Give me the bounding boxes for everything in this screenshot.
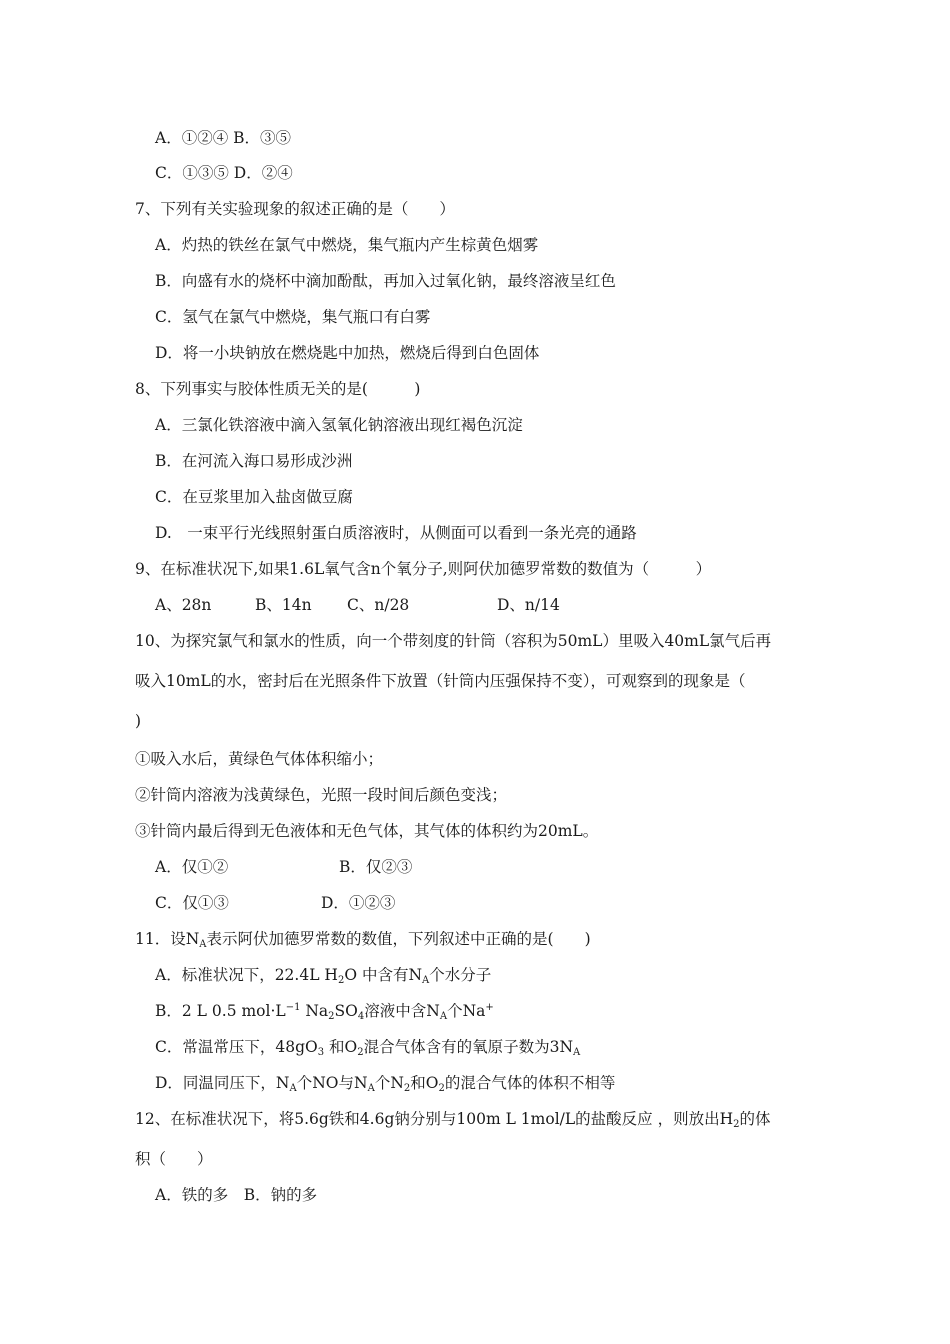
q12-stem-text-2: 的体 bbox=[739, 1110, 771, 1128]
q11-c-text: C．常温常压下，48gO bbox=[155, 1038, 318, 1056]
q11-d-text-5: 的混合气体的体积不相等 bbox=[444, 1074, 616, 1092]
q10-statement-1: ①吸入水后，黄绿色气体体积缩小； bbox=[135, 750, 384, 768]
q11-option-d bbox=[155, 1073, 615, 1093]
q11-stem bbox=[135, 929, 591, 949]
q11-b-sup-2: + bbox=[485, 1002, 494, 1013]
q11-d-text: D．同温同压下，N bbox=[155, 1074, 290, 1092]
q11-d-sub-2: A bbox=[367, 1083, 375, 1094]
q12-option-ab: A．铁的多 B．钠的多 bbox=[155, 1186, 318, 1204]
q9-option-d: D、n/14 bbox=[497, 596, 560, 614]
q11-option-b bbox=[155, 1001, 494, 1021]
q11-b-text-3: SO bbox=[334, 1002, 358, 1020]
q11-c-sub: 3 bbox=[317, 1047, 325, 1058]
q11-a-text-3: 个水分子 bbox=[429, 966, 492, 984]
q10-stem-line3: ) bbox=[135, 712, 142, 730]
q10-option-d: D．①②③ bbox=[321, 894, 396, 912]
q12-stem-line2: 积（ ） bbox=[135, 1150, 213, 1168]
q7-stem: 7、下列有关实验现象的叙述正确的是（ ） bbox=[135, 200, 455, 218]
prev-option-ab: A．①②④ B．③⑤ bbox=[155, 129, 292, 147]
q12-stem-text: 12、在标准状况下，将5.6g铁和4.6g钠分别与100m L 1mol/L的盐酸反应 ，则放出H bbox=[135, 1110, 734, 1128]
q11-stem-text-2: 表示阿伏加德罗常数的数值，下列叙述中正确的是( ) bbox=[206, 930, 591, 948]
q10-stem-line2: 吸入10mL的水，密封后在光照条件下放置（针筒内压强保持不变），可观察到的现象是（ bbox=[135, 672, 746, 690]
prev-option-cd: C．①③⑤ D．②④ bbox=[155, 164, 293, 182]
q7-option-b: B．向盛有水的烧杯中滴加酚酞，再加入过氧化钠，最终溶液呈红色 bbox=[155, 272, 616, 290]
q9-stem: 9、在标准状况下,如果1.6L氧气含n个氧分子,则阿伏加德罗常数的数值为（ ） bbox=[135, 560, 712, 578]
q11-b-text: B．2 L 0.5 mol·L bbox=[155, 1002, 286, 1020]
q11-c-sub-3: A bbox=[573, 1047, 581, 1058]
q11-c-text-3: 混合气体含有的氧原子数为3N bbox=[363, 1038, 574, 1056]
q12-stem-line1 bbox=[135, 1109, 771, 1129]
q11-b-text-5: 个Na bbox=[447, 1002, 486, 1020]
q11-b-text-4: 溶液中含N bbox=[364, 1002, 440, 1020]
q11-b-sub-3: A bbox=[439, 1011, 448, 1022]
q9-option-c: C、n/28 bbox=[347, 596, 410, 614]
q10-stem-line1: 10、为探究氯气和氯水的性质，向一个带刻度的针筒（容积为50mL）里吸入40mL氯气后再 bbox=[135, 632, 772, 650]
q11-a-sub: 2 bbox=[337, 975, 345, 986]
q8-option-c: C．在豆浆里加入盐卤做豆腐 bbox=[155, 488, 353, 506]
q11-d-text-4: 和O bbox=[410, 1074, 439, 1092]
q9-option-a: A、28n bbox=[155, 596, 212, 614]
q11-c-sub-2: 2 bbox=[357, 1047, 364, 1058]
q11-b-text-2: Na bbox=[300, 1002, 329, 1020]
q11-d-sub-4: 2 bbox=[438, 1083, 445, 1094]
q7-option-d: D．将一小块钠放在燃烧匙中加热，燃烧后得到白色固体 bbox=[155, 344, 540, 362]
q11-a-text-2: O 中含有N bbox=[344, 966, 423, 984]
q9-option-b: B、14n bbox=[255, 596, 312, 614]
q7-option-a: A．灼热的铁丝在氯气中燃烧，集气瓶内产生棕黄色烟雾 bbox=[155, 236, 539, 254]
q8-option-a: A．三氯化铁溶液中滴入氢氧化钠溶液出现红褐色沉淀 bbox=[155, 416, 523, 434]
q11-a-sub-2: A bbox=[422, 975, 430, 986]
q11-a-text: A．标准状况下，22.4L H bbox=[155, 966, 338, 984]
q11-c-text-2: 和O bbox=[324, 1038, 358, 1056]
q11-b-sub: 2 bbox=[328, 1011, 335, 1022]
q11-option-a bbox=[155, 965, 491, 985]
q11-b-sup: −1 bbox=[285, 1002, 301, 1013]
q8-option-b: B．在河流入海口易形成沙洲 bbox=[155, 452, 353, 470]
q8-option-d: D. 一束平行光线照射蛋白质溶液时，从侧面可以看到一条光亮的通路 bbox=[155, 524, 637, 542]
q11-d-text-2: 个NO与N bbox=[296, 1074, 368, 1092]
q11-d-sub-3: 2 bbox=[403, 1083, 411, 1094]
q12-stem-sub: 2 bbox=[733, 1119, 740, 1130]
q8-stem: 8、下列事实与胶体性质无关的是( ) bbox=[135, 380, 421, 398]
q10-option-a: A．仅①② bbox=[155, 858, 229, 876]
q11-option-c bbox=[155, 1037, 580, 1057]
q11-b-sub-2: 4 bbox=[357, 1011, 365, 1022]
q11-d-text-3: 个N bbox=[374, 1074, 404, 1092]
q7-option-c: C．氢气在氯气中燃烧，集气瓶口有白雾 bbox=[155, 308, 431, 326]
q10-option-b: B．仅②③ bbox=[339, 858, 413, 876]
q10-statement-3: ③针筒内最后得到无色液体和无色气体，其气体的体积约为20mL。 bbox=[135, 822, 599, 840]
q11-d-sub: A bbox=[289, 1083, 297, 1094]
q10-option-c: C．仅①③ bbox=[155, 894, 229, 912]
q11-stem-text: 11．设N bbox=[135, 930, 200, 948]
q10-statement-2: ②针筒内溶液为浅黄绿色，光照一段时间后颜色变浅； bbox=[135, 786, 508, 804]
q11-stem-sub: A bbox=[199, 939, 207, 950]
